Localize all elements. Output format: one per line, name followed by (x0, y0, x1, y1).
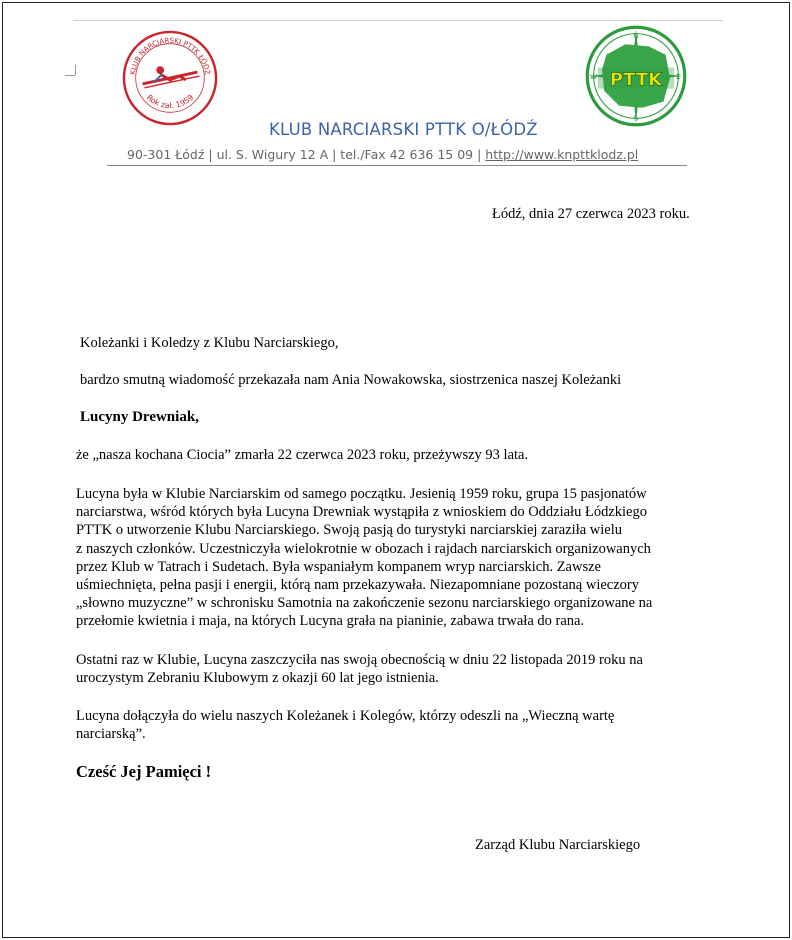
paragraph-history (76, 485, 652, 631)
paragraph-line: narciarstwa, wśród których była Lucyna Drewniak wystąpiła z wnioskiem do Oddziału Łódzkiego (76, 504, 647, 521)
paragraph-line: PTTK o utworzenie Klubu Narciarskiego. Swoją pasją do turystyki narciarskiej zaraziła wielu (76, 522, 622, 539)
death-notice-line: że „nasza kochana Ciocia” zmarła 22 czerwca 2023 roku, przeżywszy 93 lata. (76, 447, 529, 463)
pttk-logo (583, 23, 689, 129)
club-website-link[interactable]: http://www.knpttklodz.pl (485, 147, 639, 162)
margin-mark (75, 65, 76, 75)
svg-text:Rok zał. 1959: Rok zał. 1959 (144, 92, 196, 111)
header-divider (107, 165, 687, 166)
svg-text:PTTK: PTTK (609, 69, 663, 91)
paragraph-line: „słowno muzyczne” w schronisku Samotnia na zakończenie sezonu narciarskiego organizowane na (76, 595, 653, 612)
svg-text:S: S (633, 113, 639, 123)
svg-text:W: W (589, 72, 598, 82)
paragraph-line: Ostatni raz w Klubie, Lucyna zaszczyciła nas swoją obecnością w dniu 22 listopada 2019 roku na (76, 652, 643, 668)
paragraph-farewell (76, 707, 614, 743)
paragraph-line: uroczystym Zebraniu Klubowym z okazji 60 lat jego istnienia. (76, 670, 439, 687)
paragraph-line: przełomie kwietnia i maja, na których Lucyna grała na pianinie, zabawa trwała do rana. (76, 613, 585, 630)
club-address-line (127, 147, 638, 162)
paragraph-line: Lucyna była w Klubie Narciarskim od samego początku. Jesienią 1959 roku, grupa 15 pasjonatów (76, 486, 647, 502)
paragraph-line: z naszych członków. Uczestniczyła wielokrotnie w obozach i rajdach narciarskich organizowanych (76, 540, 651, 557)
document-page (2, 2, 790, 938)
memorial-tribute: Cześć Jej Pamięci ! (76, 762, 212, 781)
paragraph-last-visit (76, 651, 643, 687)
letter-salutation: Koleżanki i Koledzy z Klubu Narciarskiego, (80, 335, 339, 351)
svg-text:E: E (676, 72, 681, 82)
letter-signature: Zarząd Klubu Narciarskiego (475, 837, 641, 853)
paragraph-line: Lucyna dołączyła do wielu naszych Koleżanek i Kolegów, którzy odeszli na „Wieczną wartę (76, 708, 615, 724)
svg-text:KLUB NARCIARSKI PTTK ŁÓDŹ: KLUB NARCIARSKI PTTK ŁÓDŹ (127, 35, 213, 76)
svg-text:N: N (633, 30, 639, 40)
club-name-heading: KLUB NARCIARSKI PTTK O/ŁÓDŹ (269, 120, 538, 139)
paragraph-line: przez Klub w Tatrach i Sudetach. Była wspaniałym kompanem wryp narciarskich. Zawsze (76, 558, 601, 575)
deceased-name: Lucyny Drewniak, (80, 409, 199, 425)
paragraph-line: uśmiechnięta, pełna pasji i energii, którą nam przekazywała. Niezapomniane pozostaną wieczory (76, 577, 639, 594)
club-address: 90-301 Łódź | ul. S. Wigury 12 A | tel./Fax 42 636 15 09 | (127, 147, 486, 162)
letter-date: Łódź, dnia 27 czerwca 2023 roku. (492, 206, 690, 222)
letter-news-line: bardzo smutną wiadomość przekazała nam Ania Nowakowska, siostrzenica naszej Koleżanki (80, 372, 622, 388)
page-top-rule (73, 20, 723, 21)
margin-mark (65, 75, 75, 76)
paragraph-line: narciarską”. (76, 726, 146, 743)
ski-club-logo (121, 29, 219, 127)
